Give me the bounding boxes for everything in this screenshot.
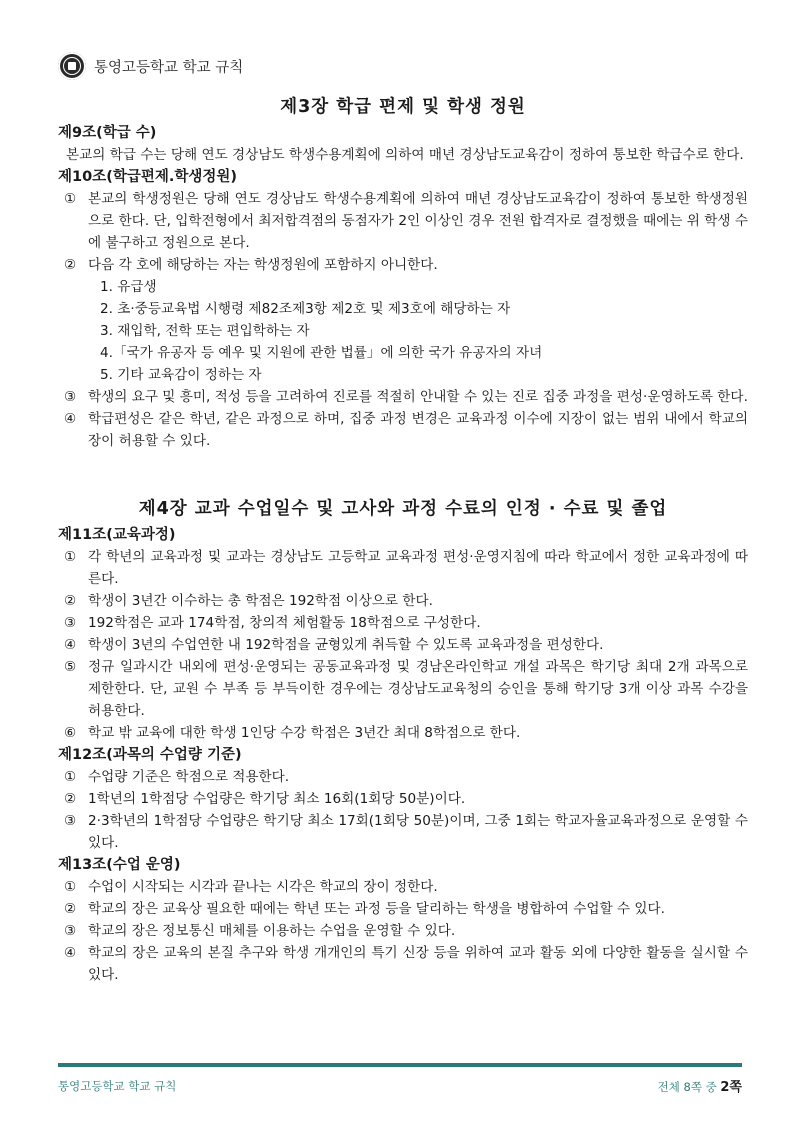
footer-divider — [58, 1063, 742, 1067]
article-12-para — [58, 810, 748, 854]
article-11-para — [58, 656, 748, 722]
para-number: ④ — [64, 945, 77, 961]
article-11-para — [58, 722, 748, 744]
article-11-title: 제11조(교육과정) — [58, 527, 176, 543]
article-13-para — [58, 898, 748, 920]
para-text: 정규 일과시간 내외에 편성·운영되는 공동교육과정 및 경남온라인학교 개설 과목은 학기당 최대 2개 과목으로 제한한다. 단, 교원 수 부족 등 부득이한 경우에는 경상남도교육청의 승인을 통해 학기당 3개 이상 과목 수강을 허용한다. — [88, 659, 748, 719]
para-text: 학생이 3년간 이수하는 총 학점은 192학점 이상으로 한다. — [88, 593, 433, 609]
section-spacer — [58, 452, 748, 494]
article-13-para — [58, 876, 748, 898]
article-10-para-1 — [58, 188, 748, 254]
para-number: ⑥ — [64, 725, 77, 741]
chapter-4-title: 제4장 교과 수업일수 및 고사와 과정 수료의 인정 · 수료 및 졸업 — [138, 499, 668, 519]
para-text: 1학년의 1학점당 수업량은 학기당 최소 16회(1회당 50분)이다. — [88, 791, 466, 807]
article-10-para-4 — [58, 408, 748, 452]
article-13-para — [58, 920, 748, 942]
article-11-para — [58, 546, 748, 590]
para-text: 각 학년의 교육과정 및 교과는 경상남도 고등학교 교육과정 편성·운영지침에 따라 학교에서 정한 교육과정에 따른다. — [88, 549, 748, 587]
list-item: 4.「국가 유공자 등 예우 및 지원에 관한 법률」에 의한 국가 유공자의 자녀 — [100, 345, 543, 361]
article-10-para-2 — [58, 254, 748, 276]
page-header — [58, 50, 243, 82]
para-text: 학생이 3년의 수업연한 내 192학점을 균형있게 취득할 수 있도록 교육과정을 편성한다. — [88, 637, 604, 653]
para-number: ① — [64, 769, 77, 785]
para-text: 수업이 시작되는 시각과 끝나는 시각은 학교의 장이 정한다. — [88, 879, 438, 895]
article-9-text: 본교의 학급 수는 당해 연도 경상남도 학생수용계획에 의하여 매년 경상남도교육감이 정하여 통보한 학급수로 한다. — [66, 147, 744, 163]
school-emblem-icon — [58, 52, 86, 80]
para-text: 학교의 장은 교육의 본질 추구와 학생 개개인의 특기 신장 등을 위하여 교과 활동 외에 다양한 활동을 실시할 수 있다. — [88, 945, 748, 983]
para-text: 학생의 요구 및 흥미, 적성 등을 고려하여 진로를 적절히 안내할 수 있는 진로 집중 과정을 편성·운영하도록 한다. — [88, 389, 748, 405]
para-number: ② — [64, 593, 77, 609]
para-text: 수업량 기준은 학점으로 적용한다. — [88, 769, 290, 785]
article-11-para — [58, 612, 748, 634]
para-text: 학교의 장은 정보통신 매체를 이용하는 수업을 운영할 수 있다. — [88, 923, 456, 939]
article-11-para — [58, 590, 748, 612]
para-text: 학급편성은 같은 학년, 같은 과정으로 하며, 집중 과정 변경은 교육과정 이수에 지장이 없는 범위 내에서 학교의 장이 허용할 수 있다. — [88, 411, 748, 449]
footer-title: 통영고등학교 학교 규칙 — [58, 1079, 177, 1093]
para-number: ③ — [64, 923, 77, 939]
list-item: 5. 기타 교육감이 정하는 자 — [100, 367, 262, 383]
para-number: ② — [64, 901, 77, 917]
list-item: 1. 유급생 — [100, 279, 157, 295]
para-number: ③ — [64, 813, 77, 829]
para-number: ② — [64, 791, 77, 807]
article-12-para — [58, 788, 748, 810]
para-number: ⑤ — [64, 659, 77, 675]
page-indicator — [658, 1076, 742, 1095]
para-text: 192학점은 교과 174학점, 창의적 체험활동 18학점으로 구성한다. — [88, 615, 481, 631]
article-13-para — [58, 942, 748, 986]
article-13-title: 제13조(수업 운영) — [58, 857, 181, 873]
para-text: 학교 밖 교육에 대한 학생 1인당 수강 학점은 3년간 최대 8학점으로 한다. — [88, 725, 521, 741]
para-number: ③ — [64, 615, 77, 631]
para-text: 다음 각 호에 해당하는 자는 학생정원에 포함하지 아니한다. — [88, 257, 438, 273]
para-number: ③ — [64, 389, 77, 405]
para-number: ④ — [64, 637, 77, 653]
para-number: ① — [64, 879, 77, 895]
article-10-para-3 — [58, 386, 748, 408]
article-12-para — [58, 766, 748, 788]
header-title: 통영고등학교 학교 규칙 — [94, 59, 244, 76]
list-item: 3. 재입학, 전학 또는 편입학하는 자 — [100, 323, 310, 339]
page-total-label: 전체 8쪽 중 — [657, 1080, 717, 1094]
para-number: ① — [64, 549, 77, 565]
chapter-3-title: 제3장 학급 편제 및 학생 정원 — [280, 97, 526, 117]
current-page: 2쪽 — [720, 1080, 742, 1095]
article-12-title: 제12조(과목의 수업량 기준) — [58, 747, 242, 763]
para-number: ② — [64, 257, 77, 273]
para-text: 2·3학년의 1학점당 수업량은 학기당 최소 17회(1회당 50분)이며, 그중 1회는 학교자율교육과정으로 운영할 수 있다. — [88, 813, 748, 851]
para-text: 본교의 학생정원은 당해 연도 경상남도 학생수용계획에 의하여 매년 경상남도교육감이 정하여 통보한 학생정원으로 한다. 단, 입학전형에서 최저합격점의 동점자가 2인 이상인 경우 전원 합격자로 결정했을 때에는 위 학생 수에 불구하고 정원으로 본다. — [88, 191, 748, 251]
para-text: 학교의 장은 교육상 필요한 때에는 학년 또는 과정 등을 달리하는 학생을 병합하여 수업할 수 있다. — [88, 901, 665, 917]
article-10-title: 제10조(학급편제.학생정원) — [58, 169, 238, 185]
para-number: ① — [64, 191, 77, 207]
document-body — [58, 92, 748, 986]
article-11-para — [58, 634, 748, 656]
para-number: ④ — [64, 411, 77, 427]
list-item: 2. 초·중등교육법 시행령 제82조제3항 제2호 및 제3호에 해당하는 자 — [100, 301, 511, 317]
article-9-title: 제9조(학급 수) — [58, 125, 157, 141]
